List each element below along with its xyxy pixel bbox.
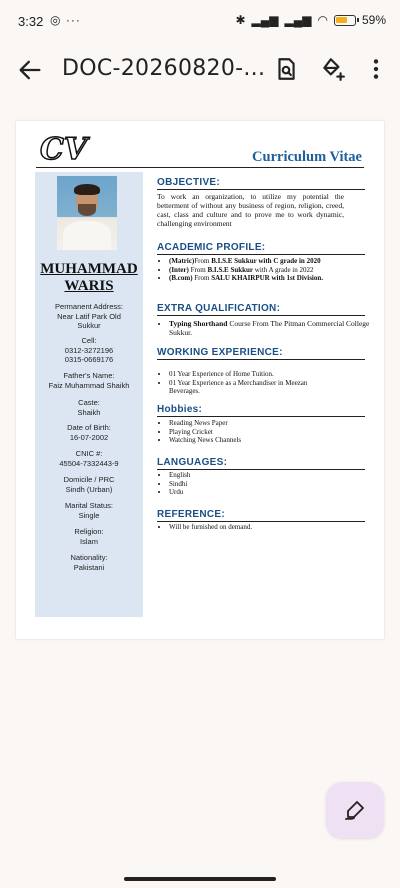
academic-heading: ACADEMIC PROFILE:: [157, 242, 365, 255]
hobby-item: • Reading News Paper: [169, 419, 374, 428]
draw-pen-icon: [343, 798, 367, 822]
language-item: • Sindhi: [169, 480, 374, 489]
home-indicator[interactable]: [124, 877, 276, 881]
battery-icon: [334, 15, 356, 26]
religion-block: Religion: Islam: [74, 527, 104, 546]
academic-item: • (B.com) From SALU KHAIRPUR with 1st Division.: [169, 274, 374, 283]
bluetooth-icon: ✱: [235, 13, 246, 27]
cell-block: Cell: 0312-3272196 0315-0669176: [64, 336, 114, 364]
extra-heading: EXTRA QUALIFICATION:: [157, 303, 365, 316]
languages-heading: LANGUAGES:: [157, 457, 365, 470]
hobbies-list: [157, 419, 374, 445]
find-in-page-icon[interactable]: [273, 56, 299, 82]
wifi-icon: ◠: [317, 13, 328, 27]
more-notifications-icon: ···: [65, 13, 81, 27]
academic-item: • (Matric)From B.I.S.E Sukkur with C grade in 2020: [169, 257, 374, 266]
work-list: [157, 370, 339, 396]
work-item: • 01 Year Experience as a Merchandiser in Meezan Beverages.: [169, 379, 339, 396]
cv-logo: CV: [40, 132, 88, 167]
extra-item: • Typing Shorthand Course From The Pitman Commercial College Sukkur.: [169, 319, 374, 337]
dob-block: Date of Birth: 16-07-2002: [67, 423, 111, 442]
languages-list: [157, 471, 374, 497]
academic-item: • (Inter) From B.I.S.E Sukkur with A grade in 2022: [169, 266, 374, 275]
name-first: MUHAMMAD: [40, 261, 138, 277]
hobby-item: • Watching News Channels: [169, 436, 374, 445]
extra-list: [157, 319, 374, 337]
marital-block: Marital Status: Single: [65, 501, 113, 520]
status-right: [235, 13, 386, 27]
nationality-block: Nationality: Pakistani: [70, 553, 108, 572]
objective-text: To work an organization, to utilize my potential the betterment of without any business of region, religion, creed, cast, class and culture and to prove me to work dynamic, challenging environment: [157, 192, 344, 228]
objective-heading: OBJECTIVE:: [157, 177, 365, 190]
hobbies-heading: Hobbies:: [157, 404, 365, 417]
domicile-block: Domicile / PRC Sindh (Urban): [63, 475, 115, 494]
name-last: WARIS: [64, 278, 114, 294]
cv-title: Curriculum Vitae: [252, 149, 362, 165]
edit-fab-button[interactable]: [326, 782, 384, 838]
format-fill-add-icon[interactable]: [320, 56, 346, 82]
whatsapp-icon: ◎: [50, 13, 62, 27]
header-rule: [36, 167, 364, 168]
more-vertical-icon[interactable]: [363, 56, 389, 82]
work-heading: WORKING EXPERIENCE:: [157, 347, 365, 360]
reference-list: [157, 523, 374, 532]
reference-heading: REFERENCE:: [157, 509, 365, 522]
address-block: Permanent Address: Near Latif Park Old Sukkur: [55, 302, 123, 330]
profile-photo: [57, 176, 117, 250]
language-item: • English: [169, 471, 374, 480]
arrow-left-icon[interactable]: [16, 56, 44, 84]
document-page[interactable]: [16, 121, 384, 639]
signal-icon-2: ▂▄▆: [284, 13, 312, 27]
battery-percent: 59%: [361, 13, 386, 27]
language-item: • Urdu: [169, 488, 374, 497]
caste-block: Caste: Shaikh: [77, 398, 101, 417]
status-time: 3:32: [18, 14, 44, 29]
father-block: Father's Name: Faiz Muhammad Shaikh: [48, 371, 130, 390]
work-item: • 01 Year Experience of Home Tuition.: [169, 370, 339, 379]
notification-icons: [50, 13, 81, 27]
hobby-item: • Playing Cricket: [169, 428, 374, 437]
academic-list: [157, 257, 374, 283]
document-title: DOC-20260820-...: [62, 56, 266, 81]
app-bar: [0, 42, 400, 98]
cnic-block: CNIC #: 45504-7332443-9: [59, 449, 119, 468]
signal-icon: ▂▄▆: [251, 13, 279, 27]
status-bar: [0, 0, 400, 42]
reference-item: • Will be furnished on demand.: [169, 523, 374, 532]
